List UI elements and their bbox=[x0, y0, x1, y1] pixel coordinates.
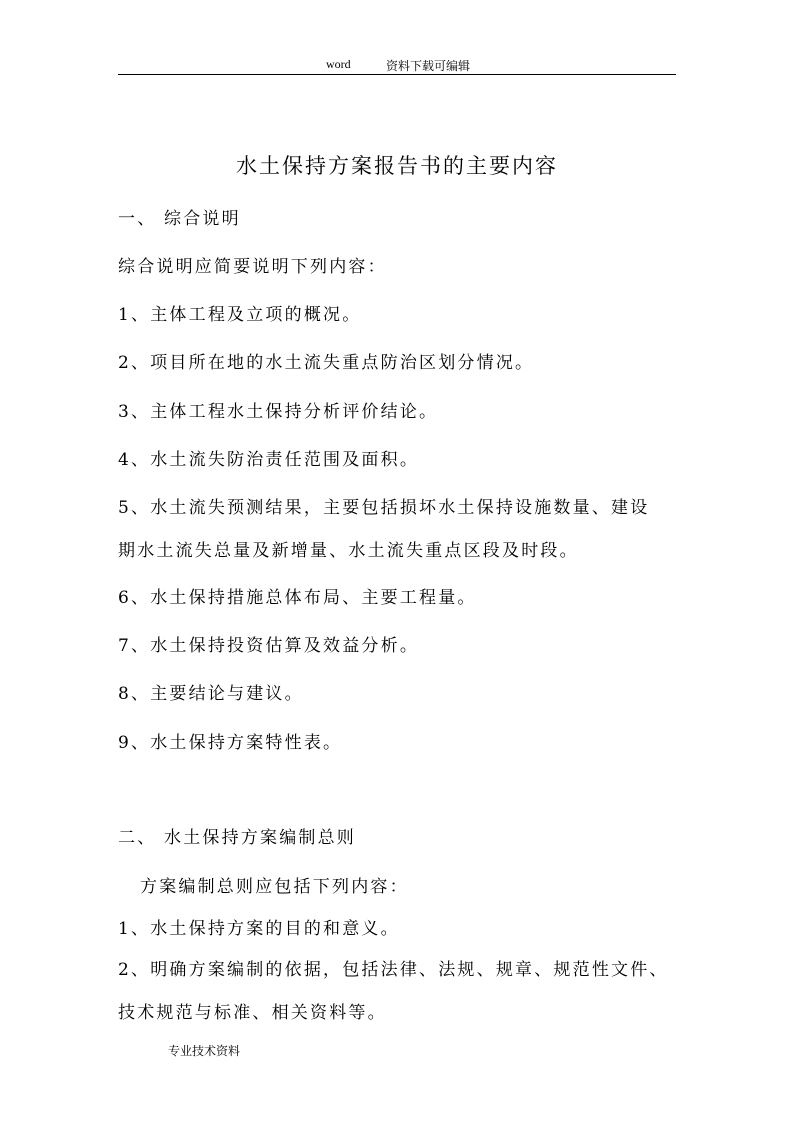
section2-item-2-cont: 技术规范与标准、相关资料等。 bbox=[118, 1003, 387, 1023]
header-right-text: 资料下载可编辑 bbox=[386, 59, 471, 73]
section2-item-2: 2、明确方案编制的依据，包括法律、法规、规章、规范性文件、 bbox=[118, 960, 669, 980]
page-footer: 专业技术资料 bbox=[168, 1044, 241, 1058]
section1-item-6: 6、水土保持措施总体布局、主要工程量。 bbox=[118, 588, 477, 608]
section1-item-2: 2、项目所在地的水土流失重点防治区划分情况。 bbox=[118, 353, 535, 373]
section2-heading: 二、 水土保持方案编制总则 bbox=[118, 828, 357, 848]
section1-item-1: 1、主体工程及立项的概况。 bbox=[118, 305, 362, 325]
document-title: 水土保持方案报告书的主要内容 bbox=[236, 154, 558, 178]
section1-item-8: 8、主要结论与建议。 bbox=[118, 684, 304, 704]
section1-intro: 综合说明应简要说明下列内容： bbox=[118, 257, 387, 277]
header-left-text: word bbox=[326, 57, 351, 71]
section2-intro: 方案编制总则应包括下列内容： bbox=[140, 877, 409, 897]
section1-item-3: 3、主体工程水土保持分析评价结论。 bbox=[118, 402, 439, 422]
section1-heading: 一、 综合说明 bbox=[118, 209, 241, 229]
section1-item-5: 5、水土流失预测结果，主要包括损坏水土保持设施数量、建设 bbox=[118, 498, 650, 518]
section1-item-4: 4、水土流失防治责任范围及面积。 bbox=[118, 450, 420, 470]
section1-item-9: 9、水土保持方案特性表。 bbox=[118, 733, 343, 753]
section1-item-5-cont: 期水土流失总量及新增量、水土流失重点区段及时段。 bbox=[118, 541, 579, 561]
section1-item-7: 7、水土保持投资估算及效益分析。 bbox=[118, 636, 420, 656]
page-header bbox=[118, 56, 676, 75]
section2-item-1: 1、水土保持方案的目的和意义。 bbox=[118, 919, 400, 939]
